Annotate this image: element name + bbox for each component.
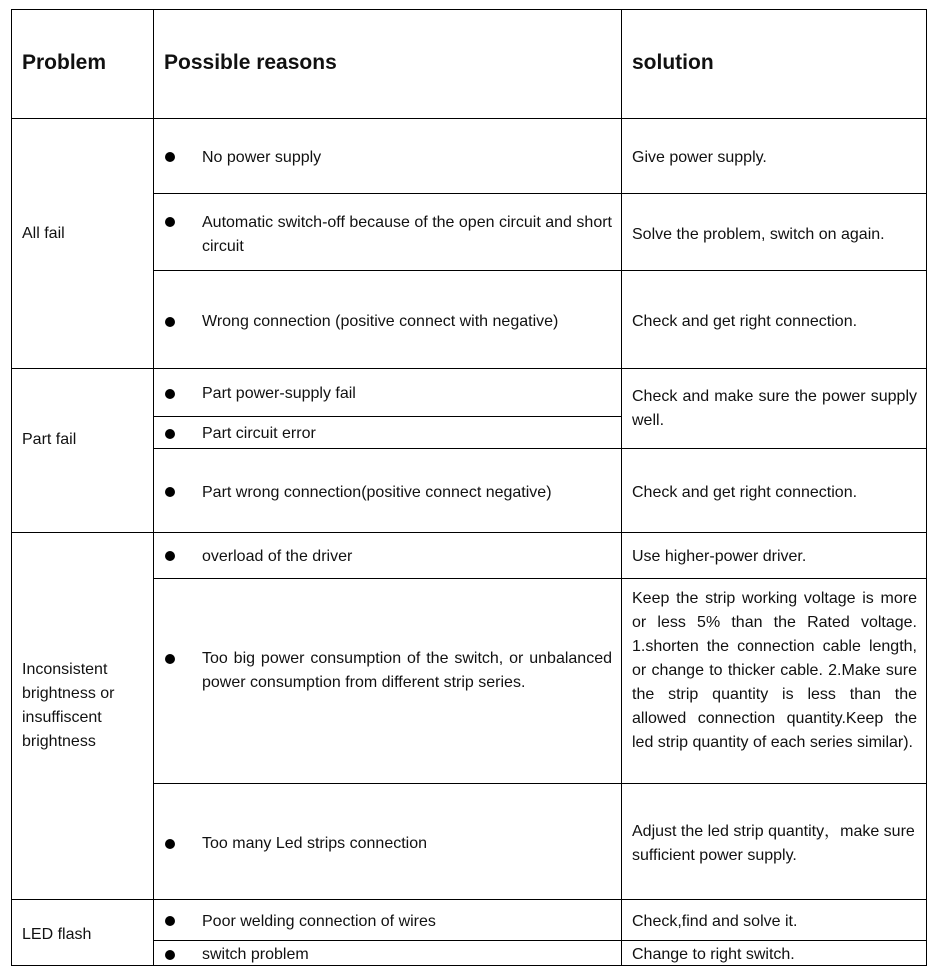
reason-cell: Too many Led strips connection — [202, 835, 428, 852]
solution-cell: Check and get right connection. — [632, 484, 858, 501]
row-divider — [153, 448, 927, 449]
bullet-icon — [165, 152, 175, 162]
bullet-icon — [165, 217, 175, 227]
reason-cell: overload of the driver — [202, 548, 353, 565]
table-border-left — [11, 9, 12, 966]
solution-cell: Use higher-power driver. — [632, 548, 807, 565]
reason-cell: Wrong connection (positive connect with negative) — [202, 313, 559, 330]
row-divider — [153, 783, 927, 784]
header-problem: Problem — [22, 51, 107, 74]
row-divider — [153, 270, 927, 271]
solution-cell: Check and get right connection. — [632, 313, 858, 330]
row-divider — [153, 416, 621, 417]
problem-cell: All fail — [22, 225, 65, 242]
solution-cell: Adjust the led strip quantity，make sure sufficient power supply. — [632, 823, 915, 864]
header-solution: solution — [632, 51, 714, 74]
bullet-icon — [165, 317, 175, 327]
header-divider — [11, 118, 927, 119]
table-border-top — [11, 9, 927, 10]
reason-cell: Part wrong connection(positive connect negative) — [202, 484, 552, 501]
reason-cell: Part circuit error — [202, 425, 316, 442]
problem-cell: LED flash — [22, 926, 92, 943]
row-divider — [153, 193, 927, 194]
solution-cell: Keep the strip working voltage is more or less 5% than the Rated voltage. 1.shorten the connection cable length, or change to thicker cable. 2.Make sure the strip quantity is less than the allowed connection quantity.Keep the led strip quantity of each series similar). — [632, 590, 917, 751]
group-divider-1 — [11, 368, 927, 369]
problem-cell: Part fail — [22, 431, 77, 448]
reason-cell: switch problem — [202, 946, 309, 963]
bullet-icon — [165, 429, 175, 439]
bullet-icon — [165, 654, 175, 664]
bullet-icon — [165, 950, 175, 960]
bullet-icon — [165, 839, 175, 849]
table-border-right — [926, 9, 927, 966]
solution-cell: Check and make sure the power supply well. — [632, 388, 917, 429]
group-divider-2 — [11, 532, 927, 533]
column-divider-1 — [153, 9, 154, 966]
row-divider — [153, 578, 927, 579]
bullet-icon — [165, 916, 175, 926]
reason-cell: Automatic switch-off because of the open circuit and short circuit — [202, 214, 612, 255]
problem-cell: Inconsistent brightness or insuffiscent brightness — [22, 661, 115, 750]
row-divider — [153, 940, 927, 941]
reason-cell: Part power-supply fail — [202, 385, 356, 402]
bullet-icon — [165, 487, 175, 497]
column-divider-2 — [621, 9, 622, 966]
header-possible-reasons: Possible reasons — [164, 51, 337, 74]
solution-cell: Give power supply. — [632, 149, 767, 166]
solution-cell: Check,find and solve it. — [632, 913, 798, 930]
bullet-icon — [165, 389, 175, 399]
solution-cell: Change to right switch. — [632, 946, 795, 963]
reason-cell: Too big power consumption of the switch, or unbalanced power consumption from different strip series. — [202, 650, 612, 691]
bullet-icon — [165, 551, 175, 561]
solution-cell: Solve the problem, switch on again. — [632, 226, 885, 243]
reason-cell: Poor welding connection of wires — [202, 913, 436, 930]
reason-cell: No power supply — [202, 149, 322, 166]
group-divider-3 — [11, 899, 927, 900]
